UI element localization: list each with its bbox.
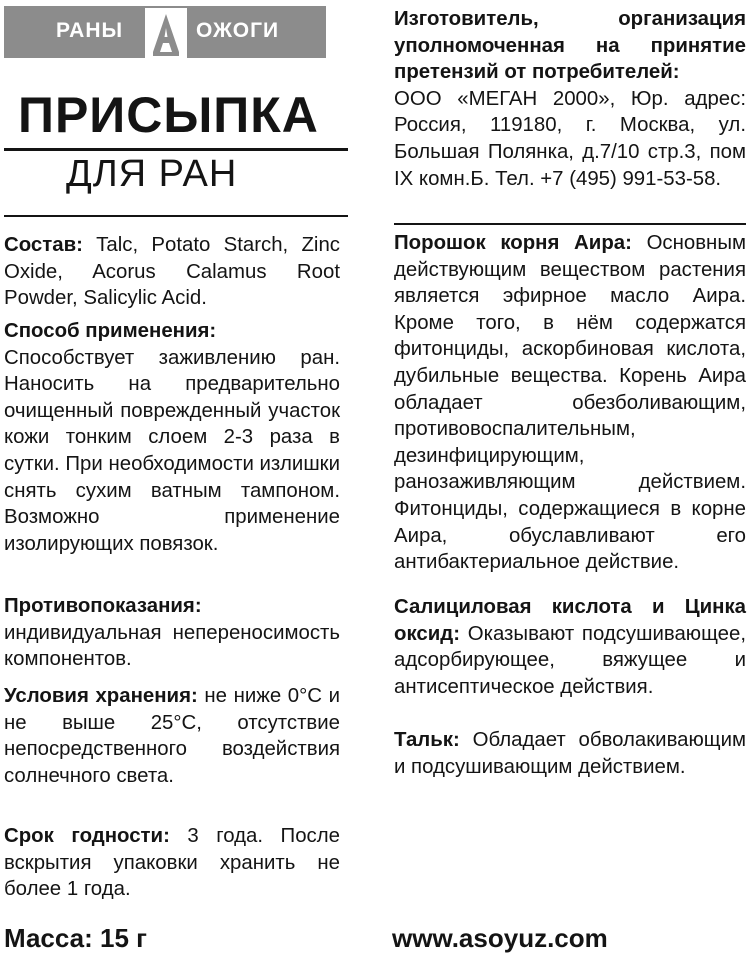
talc-label: Тальк: — [394, 729, 460, 751]
calamus-label: Порошок корня Аира: — [394, 232, 632, 254]
banner-right-word: ОЖОГИ — [196, 19, 280, 42]
shelf-life-section — [4, 823, 340, 903]
salicylic-text: Оказывают подсушивающее, адсорбирующее, вяжущее и антисептическое действия. — [394, 622, 746, 698]
calamus-section — [394, 230, 746, 576]
composition-section — [4, 232, 340, 312]
mass-label: Масса: 15 г — [4, 923, 147, 953]
right-divider — [394, 223, 746, 225]
manufacturer-text: ООО «МЕГАН 2000», Юр. адрес: Россия, 119180, г. Москва, ул. Большая Полянка, д.7/10 стр.3, пом IX комн.Б. Тел. +7 (495) 991-53-58. — [394, 87, 746, 190]
composition-text: Talc, Potato Starch, Zinc Oxide, Acorus Calamus Root Powder, Salicylic Acid. — [4, 234, 340, 310]
usage-section — [4, 318, 340, 557]
storage-text: не ниже 0°С и не выше 25°С, отсутствие непосредственного воздействия солнечного света. — [4, 685, 340, 787]
shelf-life-label: Срок годности: — [4, 825, 170, 847]
talc-section — [394, 727, 746, 780]
subtitle-divider — [4, 215, 348, 217]
contraindications-section — [4, 593, 340, 673]
salicylic-section — [394, 594, 746, 700]
contraindications-label: Противопоказания: — [4, 595, 202, 617]
website-link[interactable]: www.asoyuz.com — [392, 923, 608, 953]
talc-text: Обладает обволакивающим и подсушивающим действием. — [394, 729, 746, 778]
manufacturer-label: Изготовитель, организация уполномоченная на принятие претензий от потребителей: — [394, 8, 746, 84]
salicylic-label: Салициловая кислота и Цинка оксид: — [394, 596, 746, 645]
product-title: ПРИСЫПКА — [18, 87, 319, 143]
usage-label: Способ применения: — [4, 320, 217, 342]
usage-text: Способствует заживлению ран. Наносить на предварительно очищенный поврежденный участок кожи тонким слоем 2-3 раза в сутки. При необходимости излишки снять сухим ватным тампоном. Возможно применение изолирующих повязок. — [4, 346, 340, 555]
banner-left-word: РАНЫ — [56, 19, 124, 42]
product-subtitle: ДЛЯ РАН — [66, 153, 238, 195]
contraindications-text: индивидуальная непереносимость компонентов. — [4, 621, 340, 671]
header-banner — [4, 6, 326, 58]
shelf-life-text: 3 года. После вскрытия упаковки хранить не более 1 года. — [4, 825, 340, 901]
manufacturer-section — [394, 6, 746, 192]
composition-label: Состав: — [4, 234, 83, 256]
calamus-text: Основным действующим веществом растения является эфирное масло Аира. Кроме того, в нём содержатся фитонциды, аскорбиновая кислота, дубильные вещества. Корень Аира обладает обезболивающим, противовоспалительным, дезинфицирующим, ранозаживляющим действием. Фитонциды, содержащиеся в корне Аира, обуславливают его антибактериальное действие. — [394, 232, 746, 574]
storage-label: Условия хранения: — [4, 685, 198, 707]
storage-section — [4, 683, 340, 789]
title-divider — [4, 148, 348, 151]
pharmacy-a-icon — [139, 8, 193, 58]
